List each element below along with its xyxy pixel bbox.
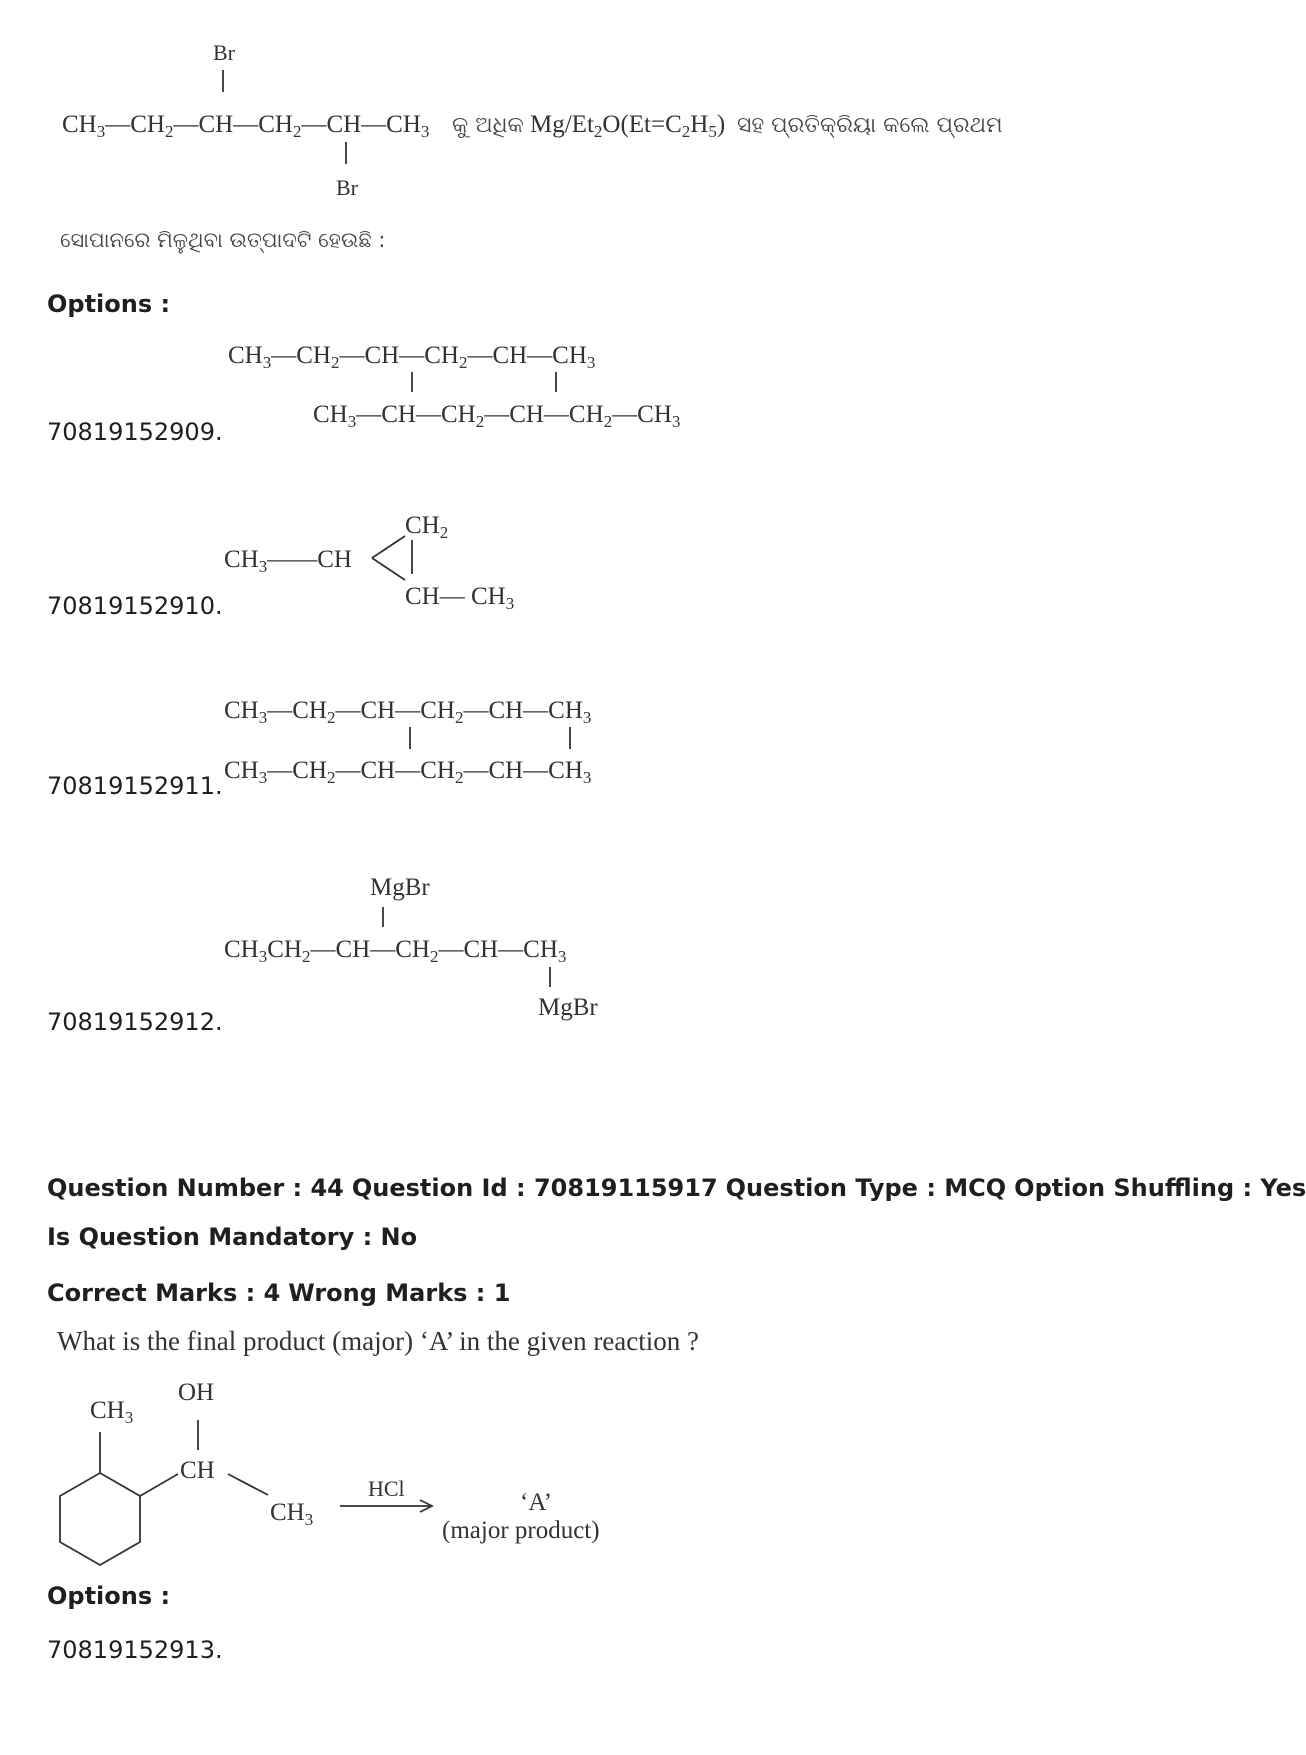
- svg-text:CH3—CH2—CH—CH2—CH—CH3: $CH_3—CH_2—CH—CH_2—CH—CH_3$: [224, 757, 592, 787]
- correct-marks: Correct Marks : 4: [47, 1279, 281, 1307]
- svg-text:କୁ ଅଧିକ: କୁ ଅଧିକ: [452, 113, 524, 138]
- option-4-structure: [0, 865, 1240, 1025]
- question-44-text: What is the final product (major) ‘A’ in the given reaction ?: [57, 1326, 700, 1356]
- svg-text:OH: OH: [178, 1379, 215, 1406]
- marks-line: [47, 1279, 510, 1307]
- svg-text:CH3—CH2—CH—CH2—CH—CH3: $CH_3—CH_2—CH—CH_2—CH—CH_3$: [224, 697, 592, 727]
- svg-text:Br: Br: [336, 175, 358, 200]
- odia-text-inline: [0, 0, 1240, 260]
- option-shuffling: Option Shuffling : Yes: [1014, 1174, 1306, 1202]
- svg-text:CH3CH2—CH—CH2—CH—CH3: $CH_3CH_2—CH—CH_2—CH—CH_3$: [224, 936, 567, 966]
- svg-text:CH3—CH—CH2—CH—CH2—CH3: $CH_3—CH—CH_2—CH—CH_2—CH_3$: [313, 401, 681, 431]
- svg-text:CH3: $CH_3$: [270, 1499, 314, 1529]
- svg-text:Br: Br: [213, 40, 235, 65]
- product-note: (major product): [442, 1517, 600, 1544]
- wrong-marks: Wrong Marks : 1: [288, 1279, 511, 1307]
- svg-text:CH2: $CH_2$: [405, 512, 449, 542]
- svg-text:CH3——CH: $CH_3——CH$: [224, 546, 352, 576]
- options-label: Options :: [47, 290, 171, 318]
- option-2-id[interactable]: 70819152910.: [47, 592, 223, 620]
- reaction-scheme: [0, 1370, 1240, 1570]
- question-mandatory: Is Question Mandatory : No: [47, 1223, 418, 1251]
- reagent-label: HCl: [368, 1476, 405, 1501]
- option-3-id[interactable]: 70819152911.: [47, 772, 223, 800]
- svg-text:CH3—CH2—CH—CH2—CH—CH3: $CH_3—CH_2—CH—CH_2—CH—CH_3$: [62, 111, 430, 141]
- svg-text:CH: CH: [180, 1457, 215, 1484]
- option-1-id[interactable]: 70819152909.: [47, 418, 223, 446]
- question-type: Question Type : MCQ: [725, 1174, 1007, 1202]
- question-meta-line1: [47, 1174, 1306, 1202]
- svg-text:MgBr: MgBr: [370, 874, 430, 901]
- svg-text:ସହ ପ୍ରତିକ୍ରିୟା କଲେ ପ୍ରଥମ: ସହ ପ୍ରତିକ୍ରିୟା କଲେ ପ୍ରଥମ: [737, 113, 1003, 138]
- product-label: ‘A’: [520, 1489, 552, 1516]
- svg-text:Mg/Et2O(Et=C2H5): $Mg/Et_2O(Et=C_2H_5)$: [530, 111, 726, 141]
- svg-text:CH3—CH2—CH—CH2—CH—CH3: $CH_3—CH_2—CH—CH_2—CH—CH_3$: [228, 342, 596, 372]
- question-id: Question Id : 70819115917: [351, 1174, 718, 1202]
- svg-text:MgBr: MgBr: [538, 994, 598, 1021]
- option-4-id[interactable]: 70819152912.: [47, 1008, 223, 1036]
- options-label-44: Options :: [47, 1582, 171, 1610]
- question-text-line2: ସୋପାନରେ ମିଳୁଥିବା ଉତ୍ପାଦଟି ହେଉଛି :: [60, 228, 386, 252]
- svg-text:CH3: $CH_3$: [90, 1397, 134, 1427]
- svg-text:CH— CH3: CH— $CH_3$: [405, 583, 515, 613]
- question-number: Question Number : 44: [47, 1174, 344, 1202]
- option-1-id-44[interactable]: 70819152913.: [47, 1636, 223, 1664]
